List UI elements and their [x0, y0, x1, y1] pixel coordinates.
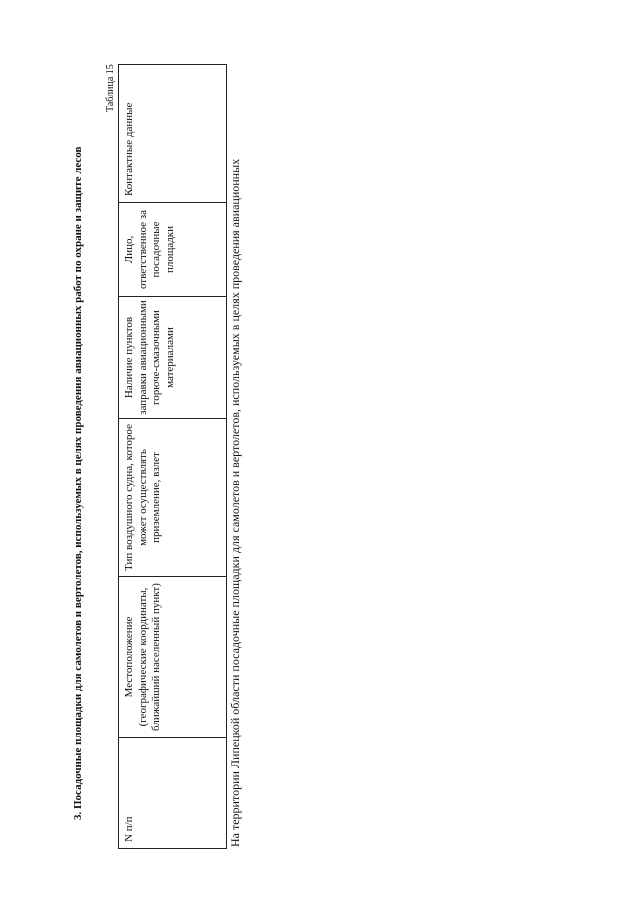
body-text: На территории Липецкой области посадочные площадки для самолетов и вертолетов, используемых в целях проведения авиационных: [228, 158, 242, 847]
table-number-label: Таблица 15: [105, 64, 116, 112]
header-cell-responsible-person: Лицо, ответственное за посадочные площадки: [119, 203, 227, 297]
header-cell-location: Местоположение (географические координаты, ближайший населенный пункт): [119, 577, 227, 738]
header-cell-number: N п/п: [119, 738, 227, 849]
header-cell-fuel-points: Наличие пунктов заправки авиационными горюче-смазочными материалами: [119, 297, 227, 419]
header-cell-aircraft-type: Тип воздушного судна, которое может осуществлять приземление, взлет: [119, 419, 227, 577]
header-cell-contacts: Контактные данные: [119, 65, 227, 203]
landing-sites-table: [118, 64, 227, 849]
table-header-row: [119, 65, 227, 849]
section-heading: 3. Посадочные площадки для самолетов и вертолетов, используемых в целях проведения авиационных работ по охране и защите лесов: [72, 146, 84, 820]
